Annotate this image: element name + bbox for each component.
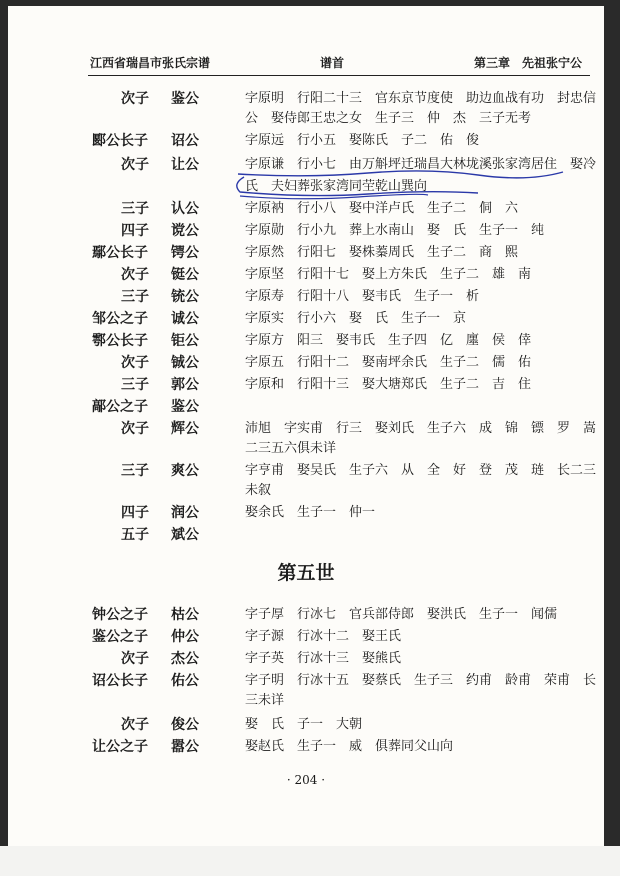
section-title: 第五世 [277, 562, 335, 584]
relation-label: 四子 [121, 505, 149, 521]
person-name: 斌公 [171, 527, 199, 543]
person-name: 枯公 [171, 607, 199, 623]
entry-continuation: 氏 夫妇葬张家湾同茔乾山巽向 [245, 179, 428, 194]
entry-details: 字子厚 行冰七 官兵部侍郎 娶洪氏 生子一 闻儒 [245, 607, 558, 622]
relation-label: 五子 [121, 527, 149, 543]
entry-details: 字子源 行冰十二 娶王氏 [245, 629, 402, 644]
entry-details: 字亨甫 娶吴氏 生子六 从 全 好 登 茂 琏 长二三 [245, 463, 597, 478]
page-number: · 204 · [286, 773, 326, 787]
person-name: 鉴公 [171, 399, 199, 415]
person-name: 佑公 [171, 673, 199, 689]
person-name: 嚣公 [171, 739, 199, 755]
person-name: 杰公 [171, 651, 199, 667]
relation-label: 钟公之子 [92, 607, 148, 623]
relation-label: 次子 [121, 651, 149, 667]
person-name: 仲公 [171, 629, 199, 645]
entry-details: 字原远 行小五 娶陈氏 子二 佑 俊 [245, 133, 480, 148]
person-name: 爽公 [171, 463, 199, 479]
relation-label: 次子 [121, 717, 149, 733]
person-name: 诚公 [171, 311, 199, 327]
header-right: 第三章 先祖张宁公 [474, 56, 583, 70]
entry-continuation: 二三五六俱未详 [245, 441, 337, 456]
ink-bracket [237, 177, 478, 196]
entry-details: 字子英 行冰十三 娶熊氏 [245, 651, 402, 666]
entry-details: 字原衲 行小八 娶中洋卢氏 生子二 侗 六 [245, 201, 519, 216]
entry-details: 字原明 行阳二十三 官东京节度使 助边血战有功 封忠信 [245, 91, 597, 106]
entry-details: 沛旭 字实甫 行三 娶刘氏 生子六 成 锦 镖 罗 嵩 [245, 421, 597, 436]
person-name: 鉴公 [171, 91, 199, 107]
person-name: 诏公 [171, 133, 199, 149]
entry-details: 娶赵氏 生子一 威 俱葬同父山向 [245, 739, 454, 754]
person-name: 铖公 [171, 355, 199, 371]
relation-label: 次子 [121, 91, 149, 107]
relation-label: 鉴公之子 [92, 629, 148, 645]
relation-label: 三子 [121, 463, 149, 479]
person-name: 钜公 [171, 333, 199, 349]
relation-label: 郾公长子 [92, 133, 148, 149]
relation-label: 诏公长子 [92, 673, 148, 689]
relation-label: 鄢公长子 [92, 245, 148, 261]
entry-details: 字子明 行冰十五 娶蔡氏 生子三 约甫 龄甫 荣甫 长 [245, 673, 597, 688]
person-name: 认公 [171, 201, 199, 217]
relation-label: 次子 [121, 355, 149, 371]
relation-label: 让公之子 [92, 739, 148, 755]
person-name: 让公 [171, 157, 199, 173]
person-name: 铤公 [171, 267, 199, 283]
entry-details: 字原寿 行阳十八 娶韦氏 生子一 析 [245, 289, 480, 304]
person-name: 锷公 [171, 245, 199, 261]
relation-label: 鄠公长子 [92, 333, 148, 349]
relation-label: 鄗公之子 [92, 399, 148, 415]
relation-label: 四子 [121, 223, 149, 239]
entry-details: 娶余氏 生子一 仲一 [245, 505, 376, 520]
entry-details: 字原方 阳三 娶韦氏 生子四 亿 廛 侯 倖 [245, 333, 532, 348]
entry-continuation: 三未详 [245, 693, 285, 708]
person-name: 铳公 [171, 289, 199, 305]
relation-label: 次子 [121, 267, 149, 283]
scan-bottom-margin [0, 846, 620, 876]
entry-details: 字原勋 行小九 葬上水南山 娶 氏 生子一 纯 [245, 223, 545, 238]
person-name: 润公 [171, 505, 199, 521]
relation-label: 邹公之子 [92, 311, 148, 327]
entry-details: 娶 氏 子一 大朝 [245, 717, 363, 732]
header-left: 江西省瑞昌市张氏宗谱 [90, 56, 211, 70]
entry-details: 字原实 行小六 娶 氏 生子一 京 [245, 311, 467, 326]
genealogy-page [8, 6, 604, 846]
entry-details: 字原坚 行阳十七 娶上方朱氏 生子二 雄 南 [245, 267, 532, 282]
relation-label: 三子 [121, 201, 149, 217]
relation-label: 三子 [121, 289, 149, 305]
person-name: 俊公 [171, 717, 199, 733]
header-center: 谱首 [320, 56, 345, 70]
person-name: 郭公 [171, 377, 199, 393]
relation-label: 次子 [121, 157, 149, 173]
entry-details: 字原谦 行小七 由万斛坪迁瑞昌大林垅溪张家湾居住 娶冷 [245, 157, 597, 172]
entry-continuation: 未叙 [245, 483, 272, 498]
relation-label: 次子 [121, 421, 149, 437]
entry-details: 字原然 行阳七 娶株蓁周氏 生子二 商 熙 [245, 245, 519, 260]
entry-details: 字原和 行阳十三 娶大塘郑氏 生子二 吉 住 [245, 377, 532, 392]
ink-underline [238, 171, 563, 178]
person-name: 谠公 [171, 223, 199, 239]
entry-details: 字原五 行阳十二 娶南坪余氏 生子二 儒 佑 [245, 355, 532, 370]
ink-annotation [8, 6, 604, 846]
entry-continuation: 公 娶侍郎王忠之女 生子三 仲 杰 三子无考 [245, 111, 532, 126]
relation-label: 三子 [121, 377, 149, 393]
person-name: 辉公 [171, 421, 199, 437]
